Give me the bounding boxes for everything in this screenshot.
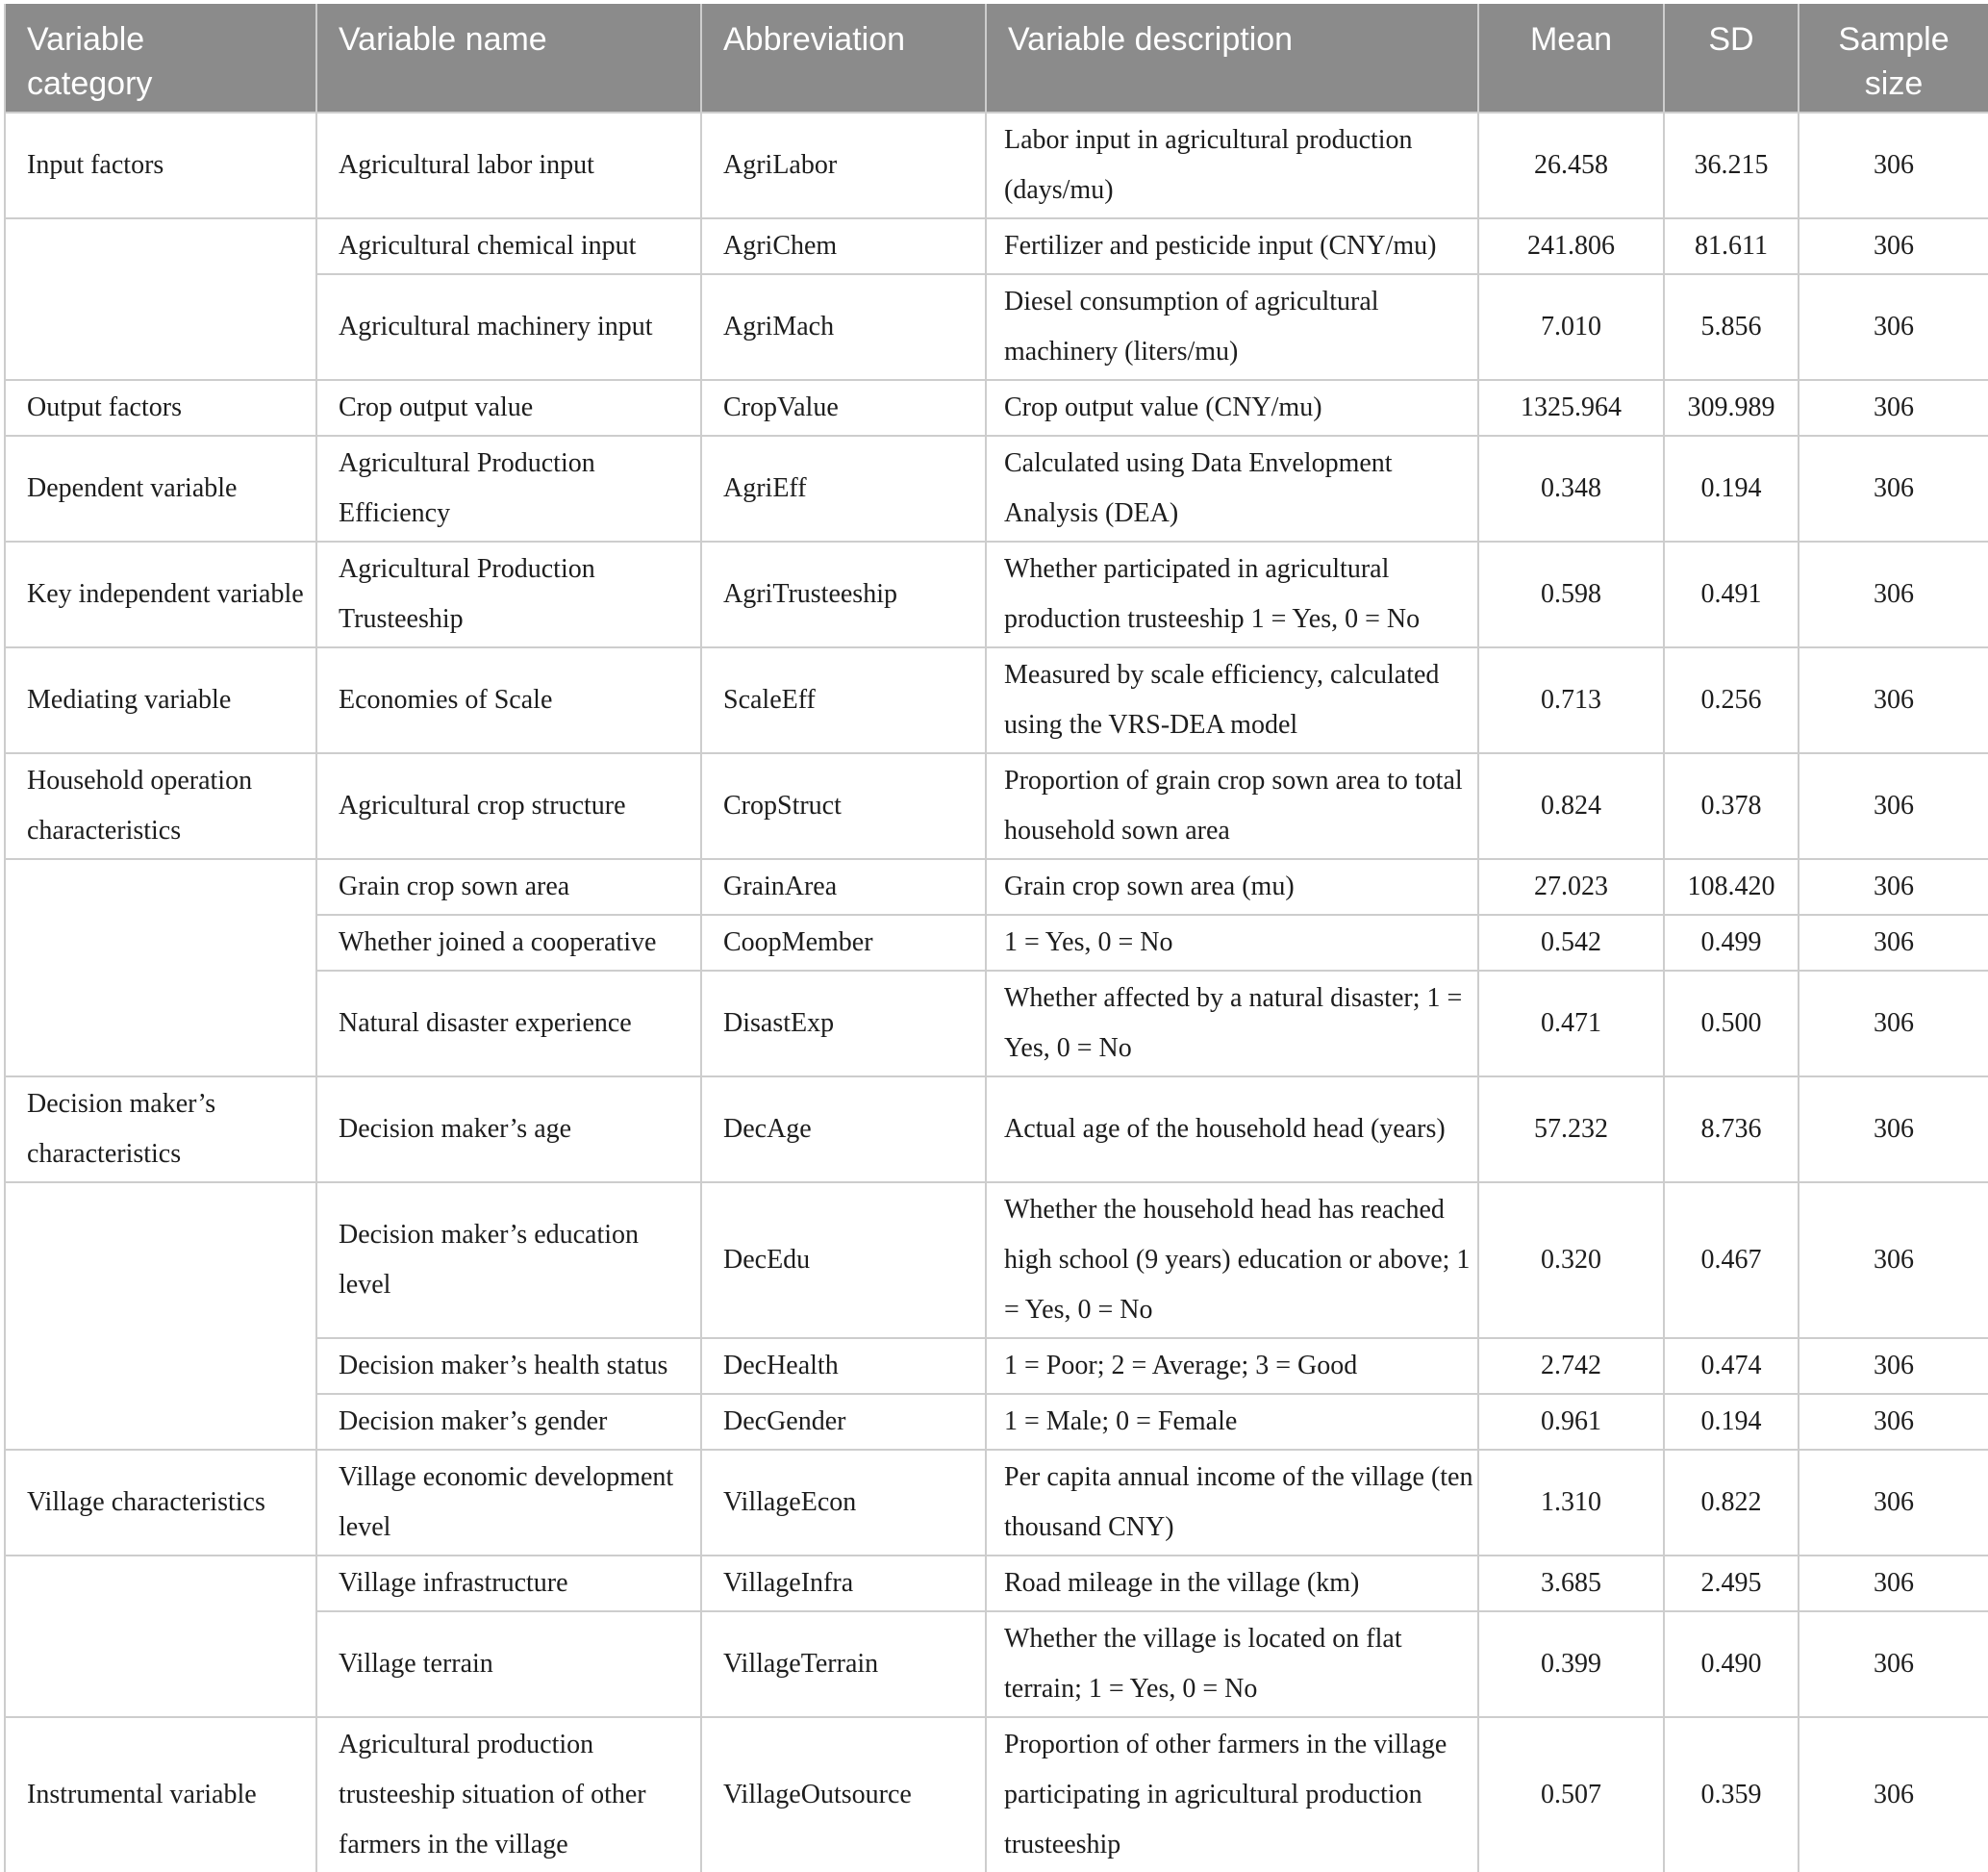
cell-mean: 0.348 bbox=[1478, 436, 1664, 542]
cell-mean: 57.232 bbox=[1478, 1076, 1664, 1182]
cell-sample-size: 306 bbox=[1799, 436, 1988, 542]
table-row bbox=[5, 1182, 1988, 1338]
table-row bbox=[5, 436, 1988, 542]
cell-variable-name: Natural disaster experience bbox=[316, 971, 701, 1076]
cell-mean: 27.023 bbox=[1478, 859, 1664, 915]
cell-abbreviation: VillageInfra bbox=[701, 1556, 986, 1611]
cell-variable-description: Actual age of the household head (years) bbox=[986, 1076, 1478, 1182]
cell-sample-size: 306 bbox=[1799, 542, 1988, 647]
cell-sd: 0.500 bbox=[1664, 971, 1799, 1076]
cell-mean: 241.806 bbox=[1478, 218, 1664, 274]
cell-abbreviation: DecHealth bbox=[701, 1338, 986, 1394]
cell-variable-category: Input factors bbox=[5, 113, 316, 218]
cell-variable-description: 1 = Yes, 0 = No bbox=[986, 915, 1478, 971]
col-header-sample-size: Sample size bbox=[1799, 4, 1988, 113]
cell-variable-category: Dependent variable bbox=[5, 436, 316, 542]
table-body bbox=[5, 113, 1988, 1872]
cell-sample-size: 306 bbox=[1799, 274, 1988, 380]
cell-mean: 0.471 bbox=[1478, 971, 1664, 1076]
cell-abbreviation: VillageTerrain bbox=[701, 1611, 986, 1717]
cell-sample-size: 306 bbox=[1799, 1076, 1988, 1182]
cell-variable-name: Village terrain bbox=[316, 1611, 701, 1717]
cell-sd: 0.378 bbox=[1664, 753, 1799, 859]
cell-variable-category: Instrumental variable bbox=[5, 1717, 316, 1872]
cell-mean: 1325.964 bbox=[1478, 380, 1664, 436]
cell-variable-name: Decision maker’s age bbox=[316, 1076, 701, 1182]
cell-variable-name: Agricultural Production Trusteeship bbox=[316, 542, 701, 647]
table-row bbox=[5, 1717, 1988, 1872]
cell-variable-name: Whether joined a cooperative bbox=[316, 915, 701, 971]
cell-sample-size: 306 bbox=[1799, 1556, 1988, 1611]
cell-mean: 2.742 bbox=[1478, 1338, 1664, 1394]
cell-variable-description: Whether the village is located on flat terrain; 1 = Yes, 0 = No bbox=[986, 1611, 1478, 1717]
cell-variable-name: Agricultural chemical input bbox=[316, 218, 701, 274]
cell-variable-category: Output factors bbox=[5, 380, 316, 436]
cell-variable-name: Village economic development level bbox=[316, 1450, 701, 1556]
cell-abbreviation: AgriChem bbox=[701, 218, 986, 274]
table-row bbox=[5, 753, 1988, 859]
cell-sample-size: 306 bbox=[1799, 753, 1988, 859]
cell-variable-name: Agricultural crop structure bbox=[316, 753, 701, 859]
cell-mean: 0.399 bbox=[1478, 1611, 1664, 1717]
cell-sample-size: 306 bbox=[1799, 1394, 1988, 1450]
cell-variable-description: Grain crop sown area (mu) bbox=[986, 859, 1478, 915]
cell-sample-size: 306 bbox=[1799, 915, 1988, 971]
table-row bbox=[5, 380, 1988, 436]
cell-variable-description: Proportion of grain crop sown area to total household sown area bbox=[986, 753, 1478, 859]
cell-mean: 0.713 bbox=[1478, 647, 1664, 753]
cell-sd: 0.474 bbox=[1664, 1338, 1799, 1394]
cell-abbreviation: AgriEff bbox=[701, 436, 986, 542]
cell-variable-description: Fertilizer and pesticide input (CNY/mu) bbox=[986, 218, 1478, 274]
cell-variable-category bbox=[5, 218, 316, 380]
cell-variable-description: Calculated using Data Envelopment Analysis (DEA) bbox=[986, 436, 1478, 542]
cell-abbreviation: VillageEcon bbox=[701, 1450, 986, 1556]
cell-sample-size: 306 bbox=[1799, 1611, 1988, 1717]
table-row bbox=[5, 113, 1988, 218]
cell-variable-name: Agricultural labor input bbox=[316, 113, 701, 218]
header-row bbox=[5, 4, 1988, 113]
cell-mean: 1.310 bbox=[1478, 1450, 1664, 1556]
cell-sd: 81.611 bbox=[1664, 218, 1799, 274]
cell-abbreviation: GrainArea bbox=[701, 859, 986, 915]
table-row bbox=[5, 1076, 1988, 1182]
cell-sample-size: 306 bbox=[1799, 1450, 1988, 1556]
table-row bbox=[5, 218, 1988, 274]
cell-variable-name: Crop output value bbox=[316, 380, 701, 436]
cell-variable-category bbox=[5, 859, 316, 1076]
cell-variable-category: Household operation characteristics bbox=[5, 753, 316, 859]
cell-sample-size: 306 bbox=[1799, 647, 1988, 753]
cell-variable-description: Whether participated in agricultural production trusteeship 1 = Yes, 0 = No bbox=[986, 542, 1478, 647]
cell-abbreviation: VillageOutsource bbox=[701, 1717, 986, 1872]
table-row bbox=[5, 542, 1988, 647]
cell-sd: 0.359 bbox=[1664, 1717, 1799, 1872]
cell-variable-name: Village infrastructure bbox=[316, 1556, 701, 1611]
col-header-sd: SD bbox=[1664, 4, 1799, 113]
cell-abbreviation: DisastExp bbox=[701, 971, 986, 1076]
cell-sd: 108.420 bbox=[1664, 859, 1799, 915]
cell-abbreviation: CoopMember bbox=[701, 915, 986, 971]
cell-variable-name: Decision maker’s gender bbox=[316, 1394, 701, 1450]
cell-sd: 36.215 bbox=[1664, 113, 1799, 218]
table-row bbox=[5, 859, 1988, 915]
cell-variable-name: Grain crop sown area bbox=[316, 859, 701, 915]
cell-sd: 2.495 bbox=[1664, 1556, 1799, 1611]
cell-sample-size: 306 bbox=[1799, 113, 1988, 218]
cell-sample-size: 306 bbox=[1799, 971, 1988, 1076]
cell-variable-description: Proportion of other farmers in the village participating in agricultural production trusteeship bbox=[986, 1717, 1478, 1872]
cell-sample-size: 306 bbox=[1799, 218, 1988, 274]
cell-abbreviation: CropValue bbox=[701, 380, 986, 436]
cell-variable-name: Economies of Scale bbox=[316, 647, 701, 753]
cell-variable-description: Crop output value (CNY/mu) bbox=[986, 380, 1478, 436]
cell-variable-category: Village characteristics bbox=[5, 1450, 316, 1556]
cell-sample-size: 306 bbox=[1799, 1717, 1988, 1872]
cell-variable-description: Whether the household head has reached high school (9 years) education or above; 1 = Yes, 0 = No bbox=[986, 1182, 1478, 1338]
cell-abbreviation: AgriMach bbox=[701, 274, 986, 380]
cell-variable-description: Road mileage in the village (km) bbox=[986, 1556, 1478, 1611]
col-header-mean: Mean bbox=[1478, 4, 1664, 113]
cell-sd: 0.467 bbox=[1664, 1182, 1799, 1338]
cell-variable-name: Agricultural production trusteeship situation of other farmers in the village bbox=[316, 1717, 701, 1872]
cell-sample-size: 306 bbox=[1799, 1182, 1988, 1338]
cell-mean: 3.685 bbox=[1478, 1556, 1664, 1611]
table-row bbox=[5, 1450, 1988, 1556]
cell-abbreviation: DecEdu bbox=[701, 1182, 986, 1338]
cell-variable-name: Agricultural machinery input bbox=[316, 274, 701, 380]
cell-abbreviation: DecAge bbox=[701, 1076, 986, 1182]
cell-sd: 0.822 bbox=[1664, 1450, 1799, 1556]
cell-variable-name: Agricultural Production Efficiency bbox=[316, 436, 701, 542]
cell-mean: 7.010 bbox=[1478, 274, 1664, 380]
cell-sd: 0.499 bbox=[1664, 915, 1799, 971]
cell-variable-description: 1 = Poor; 2 = Average; 3 = Good bbox=[986, 1338, 1478, 1394]
cell-sd: 0.491 bbox=[1664, 542, 1799, 647]
cell-variable-description: 1 = Male; 0 = Female bbox=[986, 1394, 1478, 1450]
cell-abbreviation: AgriLabor bbox=[701, 113, 986, 218]
cell-variable-description: Measured by scale efficiency, calculated using the VRS-DEA model bbox=[986, 647, 1478, 753]
cell-sample-size: 306 bbox=[1799, 380, 1988, 436]
cell-sd: 309.989 bbox=[1664, 380, 1799, 436]
cell-mean: 0.598 bbox=[1478, 542, 1664, 647]
cell-mean: 26.458 bbox=[1478, 113, 1664, 218]
cell-abbreviation: DecGender bbox=[701, 1394, 986, 1450]
cell-variable-category: Mediating variable bbox=[5, 647, 316, 753]
cell-variable-name: Decision maker’s education level bbox=[316, 1182, 701, 1338]
cell-variable-description: Per capita annual income of the village (ten thousand CNY) bbox=[986, 1450, 1478, 1556]
cell-variable-name: Decision maker’s health status bbox=[316, 1338, 701, 1394]
col-header-variable-name: Variable name bbox=[316, 4, 701, 113]
cell-mean: 0.320 bbox=[1478, 1182, 1664, 1338]
cell-variable-description: Whether affected by a natural disaster; 1 = Yes, 0 = No bbox=[986, 971, 1478, 1076]
cell-abbreviation: AgriTrusteeship bbox=[701, 542, 986, 647]
cell-sample-size: 306 bbox=[1799, 859, 1988, 915]
cell-variable-description: Labor input in agricultural production (days/mu) bbox=[986, 113, 1478, 218]
cell-sd: 8.736 bbox=[1664, 1076, 1799, 1182]
table-row bbox=[5, 647, 1988, 753]
variables-summary-table bbox=[4, 4, 1988, 1872]
cell-sd: 0.194 bbox=[1664, 436, 1799, 542]
cell-sd: 0.194 bbox=[1664, 1394, 1799, 1450]
cell-mean: 0.507 bbox=[1478, 1717, 1664, 1872]
cell-mean: 0.824 bbox=[1478, 753, 1664, 859]
cell-variable-category: Decision maker’s characteristics bbox=[5, 1076, 316, 1182]
cell-variable-category bbox=[5, 1556, 316, 1717]
cell-mean: 0.961 bbox=[1478, 1394, 1664, 1450]
col-header-variable-category: Variable category bbox=[5, 4, 316, 113]
cell-abbreviation: ScaleEff bbox=[701, 647, 986, 753]
cell-abbreviation: CropStruct bbox=[701, 753, 986, 859]
cell-variable-description: Diesel consumption of agricultural machinery (liters/mu) bbox=[986, 274, 1478, 380]
cell-sd: 5.856 bbox=[1664, 274, 1799, 380]
cell-variable-category: Key independent variable bbox=[5, 542, 316, 647]
cell-sample-size: 306 bbox=[1799, 1338, 1988, 1394]
cell-mean: 0.542 bbox=[1478, 915, 1664, 971]
cell-sd: 0.490 bbox=[1664, 1611, 1799, 1717]
col-header-abbreviation: Abbreviation bbox=[701, 4, 986, 113]
cell-variable-category bbox=[5, 1182, 316, 1450]
table-row bbox=[5, 1556, 1988, 1611]
cell-sd: 0.256 bbox=[1664, 647, 1799, 753]
col-header-variable-description: Variable description bbox=[986, 4, 1478, 113]
